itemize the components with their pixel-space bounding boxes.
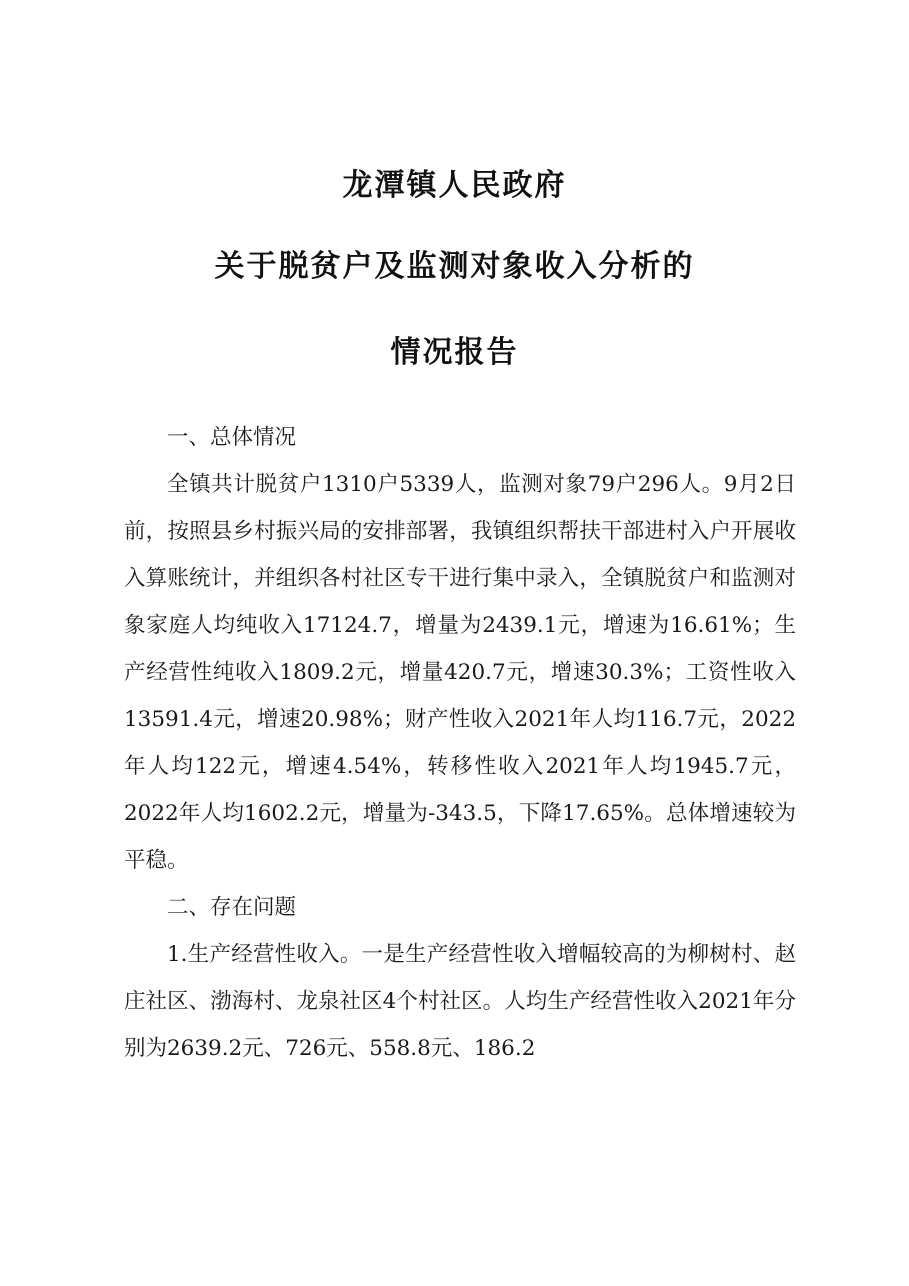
paragraph-overall: 全镇共计脱贫户1310户5339人，监测对象79户296人。9月2日前，按照县乡村振兴局的安排部署，我镇组织帮扶干部进村入户开展收入算账统计，并组织各村社区专干进行集中录入，全镇脱贫户和监测对象家庭人均纯收入17124.7，增量为2439.1元，增速为16.61%；生产经营性纯收入1809.2元，增量420.7元，增速30.3%；工资性收入13591.4元，增速20.98%；财产性收入2021年人均116.7元，2022年人均122元，增速4.54%，转移性收入2021年人均1945.7元，2022年人均1602.2元，增量为-343.5，下降17.65%。总体增速较为平稳。: [124, 472, 796, 873]
paragraph-problems: 1.生产经营性收入。一是生产经营性收入增幅较高的为柳树村、赵庄社区、渤海村、龙泉社区4个村社区。人均生产经营性收入2021年分别为2639.2元、726元、558.8元、186.2: [124, 942, 796, 1061]
document-title-line-3: 情况报告: [390, 335, 519, 370]
document-title-line-1: 龙潭镇人民政府: [342, 168, 567, 203]
document-title-line-2: 关于脱贫户及监测对象收入分析的: [214, 249, 695, 284]
section-heading-overall: 一、总体情况: [167, 425, 297, 450]
document-body: [124, 414, 796, 1072]
section-heading-problems: 二、存在问题: [167, 895, 297, 920]
